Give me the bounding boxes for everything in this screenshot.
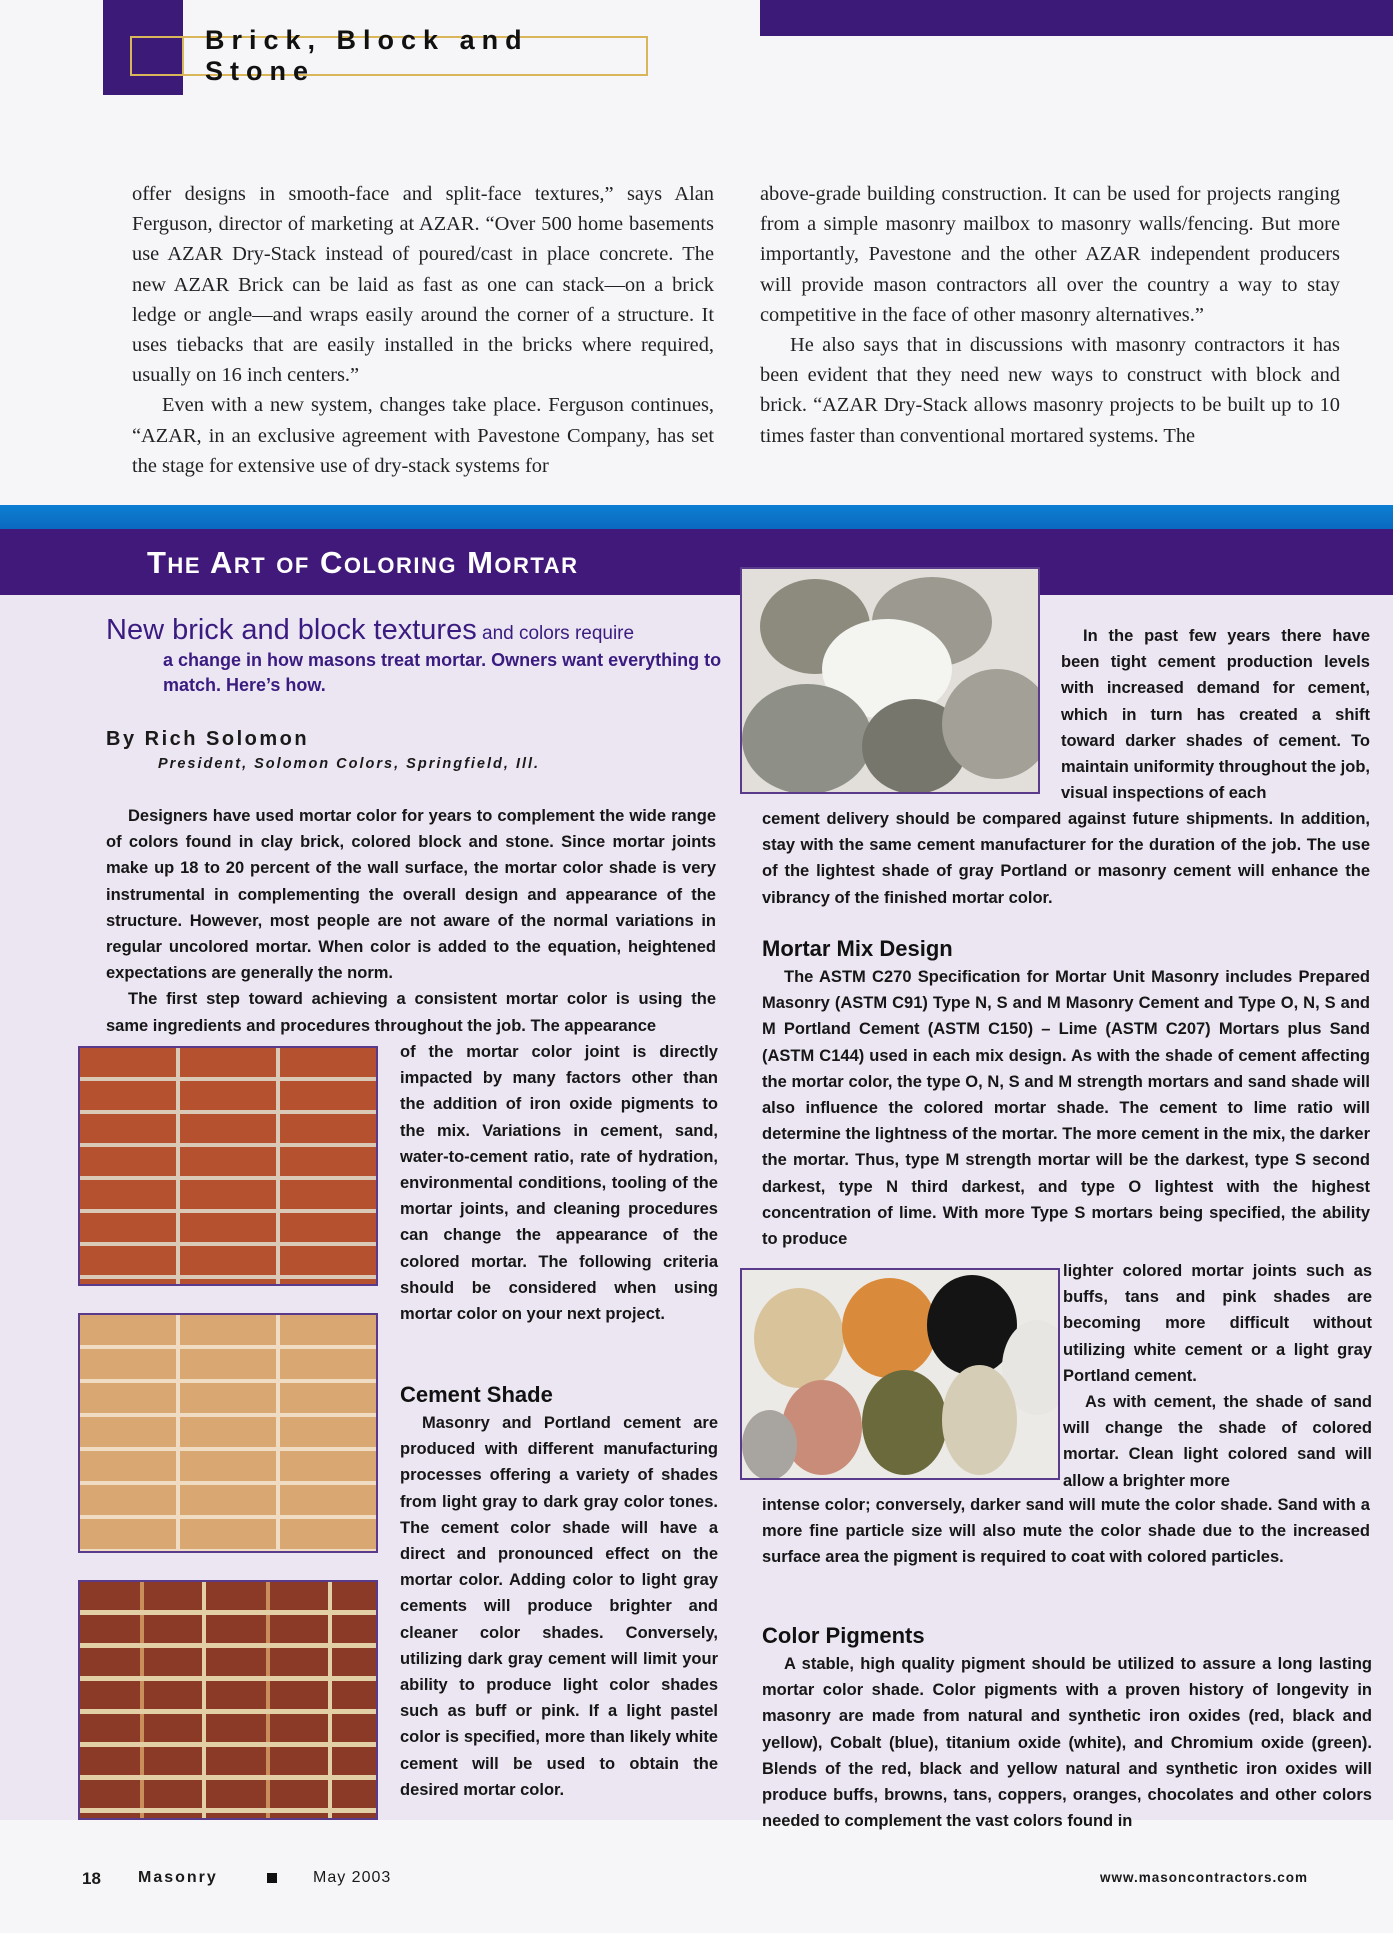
footer-separator [267,1873,277,1883]
cement-shade-heading: Cement Shade [400,1382,553,1407]
top-article-paragraph: He also says that in discussions with masonry contractors it has been evident that they need new ways to construct with block and brick. “AZAR Dry-Stack allows masonry projects to be built up to 10 times faster than conventional mortared systems. The [760,334,1340,447]
multicolor-brick-wall-photo [78,1580,378,1820]
color-pigments-paragraph: A stable, high quality pigment should be utilized to assure a long lasting mortar color shade. Color pigments with a proven history of longevity in masonry are made from natural and synthetic iron oxides (red, black and yellow), Cobalt (blue), titanium oxide (white), and Chromium oxide (green). Blends of the red, black and yellow natural and synthetic iron oxides will produce buffs, browns, tans, coppers, oranges, chocolates and other colors needed to complement the vast colors found in [762,1655,1372,1831]
cement-full-paragraph: cement delivery should be compared against future shipments. In addition, stay with the same cement manufacturer for the duration of the job. The use of the lightest shade of gray Portland or masonry cement will enhance the vibrancy of the finished mortar color. [762,810,1370,907]
mortar-mix-paragraph: The ASTM C270 Specification for Mortar Unit Masonry includes Prepared Masonry (ASTM C91) Type N, S and M Masonry Cement and Type O, N, S and M Portland Cement (ASTM C150) – Lime (ASTM C207) Mortars plus Sand (ASTM C144) used in each mix design. As with the shade of cement affecting the mortar color, the type O, N, S and M strength mortars and sand shade will also influence the colored mortar shade. The cement to lime ratio will determine the lightness of the mortar. The more cement in the mix, the darker the mortar. Thus, type M strength mortar will be the darkest, type S second darkest, type N third darkest, and type O lightest with the highest concentration of lime. With more Type S mortars being specified, the ability to produce [762,968,1370,1249]
sand-sample [754,1288,844,1388]
mortar-mix-text [762,964,1370,1252]
sand-full-paragraph: intense color; conversely, darker sand will mute the color shade. Sand with a more fine particle size will also mute the color shade due to the increased surface area the pigment is required to coat with colored particles. [762,1496,1370,1567]
left-narrow-text [400,1039,718,1327]
orange-pigment-sample [842,1278,937,1378]
top-article-paragraph: above-grade building construction. It can be used for projects ranging from a simple masonry mailbox to masonry walls/fencing. But more importantly, Pavestone and the other AZAR independent producers will provide mason contractors all over the country a way to stay competitive in the face of other masonry alternatives.” [760,183,1340,326]
tan-brick-wall-photo [78,1313,378,1553]
top-article-paragraph: Even with a new system, changes take place. Ferguson continues, “AZAR, in an exclusive agreement with Pavestone Company, has set the stage for extensive use of dry-stack systems for [132,394,714,477]
intro-paragraph-2-continued: of the mortar color joint is directly impacted by many factors other than the addition of iron oxide pigments to the mix. Variations in cement, sand, water-to-cement ratio, rate of hydration, environmental conditions, tooling of the mortar joints, and cleaning procedures can change the appearance of the colored mortar. The following criteria should be considered when using mortar color on your next project. [400,1043,718,1324]
cement-side-text [1061,623,1370,806]
deck-headline: New brick and block textures [106,614,477,646]
mix-side-text [1063,1258,1372,1494]
feature-divider-band [0,505,1393,529]
red-brick-wall-photo [78,1046,378,1286]
cement-full-text [762,806,1370,911]
page-number: 18 [82,1869,101,1888]
color-pigments-heading: Color Pigments [762,1623,925,1648]
green-pigment-sample [862,1370,947,1475]
mortar-mix-heading: Mortar Mix Design [762,936,953,961]
issue-date: May 2003 [313,1869,392,1886]
header-title-frame [130,36,184,76]
cement-sample [742,684,872,794]
website-url: www.masoncontractors.com [1100,1870,1309,1885]
sand-full-text [762,1492,1370,1571]
color-pigments-text [762,1651,1372,1834]
top-article-column-1 [132,179,714,481]
top-article-column-2 [760,179,1340,451]
cement-shade-paragraph: Masonry and Portland cement are produced with different manufacturing processes offering a variety of shades from light gray to dark gray color tones. The cement color shade will have a direct and pronounced effect on the mortar color. Adding color to light gray cements will produce brighter and cleaner color shades. Conversely, utilizing dark gray cement will limit your ability to produce light color shades such as buff or pink. If a light pastel color is specified, more than likely white cement will be used to obtain the desired mortar color. [400,1414,718,1799]
byline: By Rich Solomon [106,728,310,750]
mix-side-paragraph: lighter colored mortar joints such as buffs, tans and pink shades are becoming more difficult without utilizing white cement or a light gray Portland cement. [1063,1262,1372,1385]
pigment-samples-photo [740,1268,1060,1480]
intro-paragraph-2: The first step toward achieving a consistent mortar color is using the same ingredients and procedures throughout the job. The appearance [106,990,716,1035]
buff-sand-sample [942,1365,1017,1475]
feature-deck-continued: a change in how masons treat mortar. Owners want everything to match. Here’s how. [163,650,722,695]
feature-deck [106,613,746,651]
intro-text [106,803,716,1039]
feature-title: The Art of Coloring Mortar [147,545,579,580]
cement-shade-text [400,1410,718,1803]
byline-title: President, Solomon Colors, Springfield, Ill. [158,756,541,772]
top-article-paragraph: offer designs in smooth-face and split-face textures,” says Alan Ferguson, director of marketing at AZAR. “Over 500 home basements use AZAR Dry-Stack instead of poured/cast in place concrete. The new AZAR Brick can be laid as fast as one can stack—on a brick ledge or angle—and wraps easily around the corner of a structure. It uses tiebacks that are easily installed in the bricks where required, usually on 16 inch centers.” [132,183,714,387]
cement-powder-samples-photo [740,567,1040,794]
intro-paragraph-1: Designers have used mortar color for years to complement the wide range of colors found in clay brick, colored block and stone. Since mortar joints make up 18 to 20 percent of the wall surface, the mortar color shade is very instrumental in complementing the overall design and appearance of the structure. However, most people are not aware of the normal variations in regular uncolored mortar. When color is added to the equation, heightened expectations are generally the norm. [106,807,716,983]
deck-tail: and colors require [476,623,635,644]
running-section-title: Brick, Block and Stone [130,36,648,76]
header-accent-bar [760,0,1393,36]
publication-name: Masonry [138,1869,218,1886]
sand-side-paragraph: As with cement, the shade of sand will change the shade of colored mortar. Clean light colored sand will allow a brighter more [1063,1393,1372,1490]
cement-side-paragraph: In the past few years there have been tight cement production levels with increased demand for cement, which in turn has created a shift toward darker shades of cement. To maintain uniformity throughout the job, visual inspections of each [1061,627,1370,803]
gray-sand-sample [742,1410,797,1480]
